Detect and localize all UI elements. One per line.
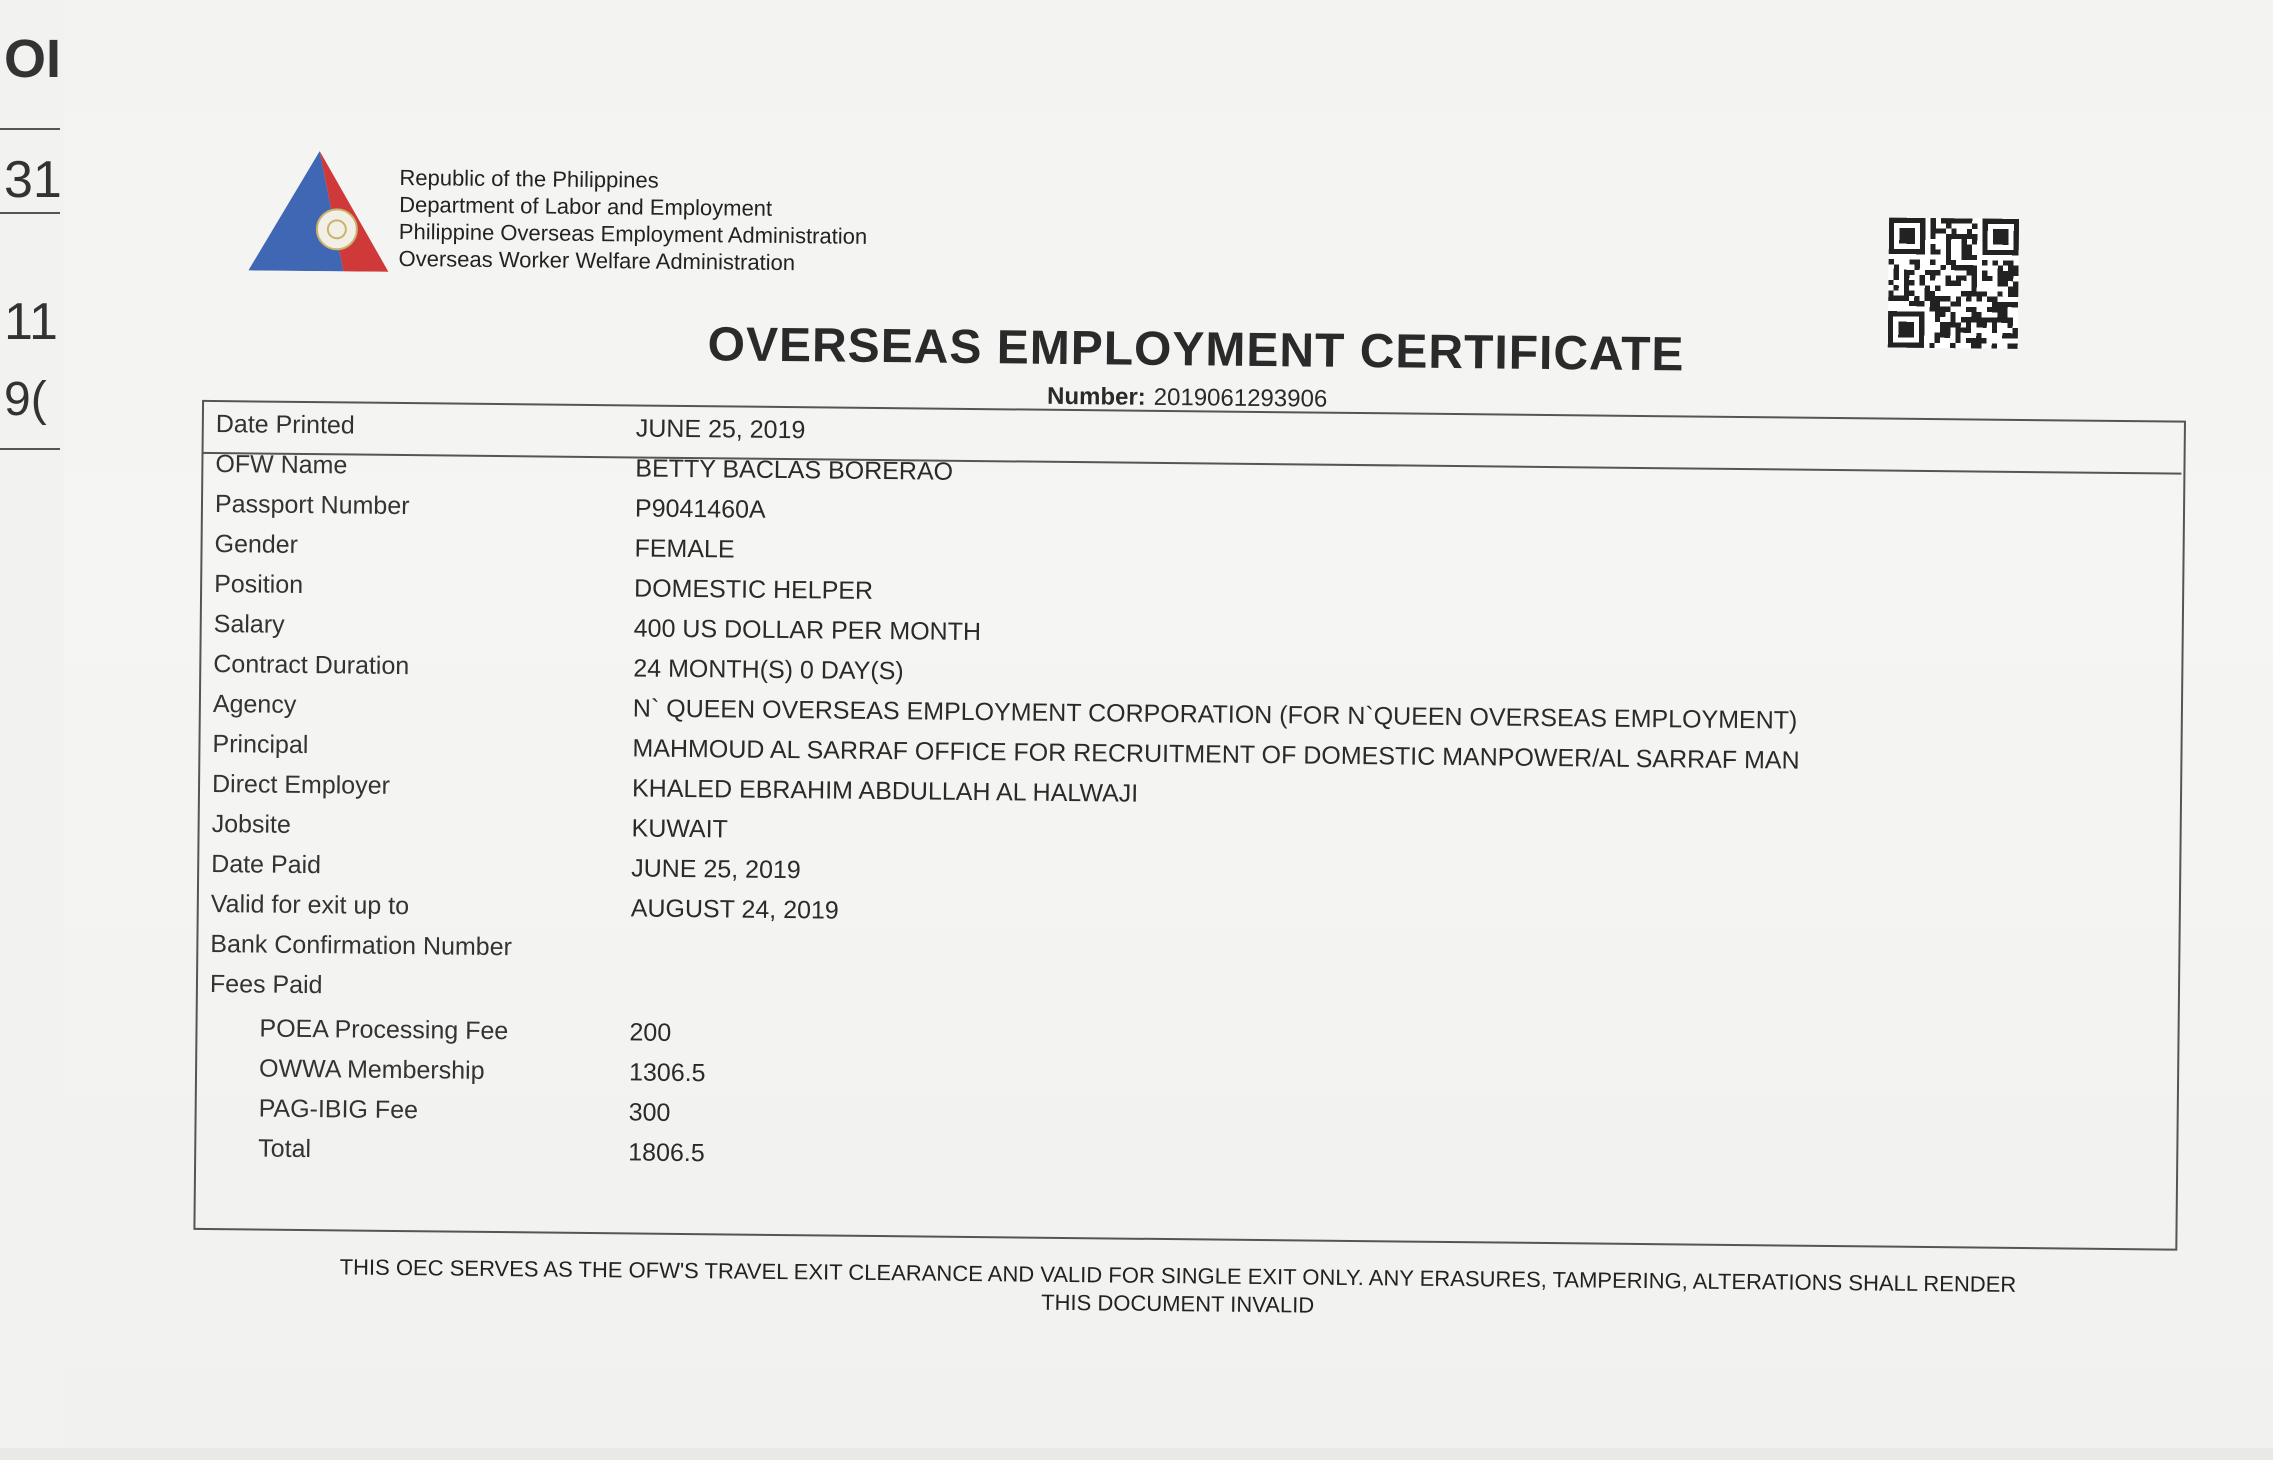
detail-label: Direct Employer <box>212 770 390 801</box>
divider <box>0 448 60 450</box>
detail-value: N` QUEEN OVERSEAS EMPLOYMENT CORPORATION (FOR N`QUEEN OVERSEAS EMPLOYMENT) <box>633 694 1798 735</box>
footer-line: THIS OEC SERVES AS THE OFW'S TRAVEL EXIT CLEARANCE AND VALID FOR SINGLE EXIT ONLY. ANY ERASURES, TAMPERING, ALTERATIONS SHALL RENDER <box>158 1251 2198 1300</box>
detail-value: JUNE 25, 2019 <box>631 854 801 885</box>
detail-label: Principal <box>212 730 308 760</box>
issuing-agencies <box>398 164 867 277</box>
detail-label: Contract Duration <box>213 650 409 681</box>
detail-label: Date Printed <box>216 410 355 440</box>
fee-label: POEA Processing Fee <box>259 1015 508 1047</box>
detail-value: JUNE 25, 2019 <box>636 414 806 445</box>
details-list <box>195 402 2184 1249</box>
fee-label: Total <box>258 1135 311 1165</box>
detail-label: OFW Name <box>215 450 347 480</box>
divider <box>0 212 60 214</box>
detail-label: Date Paid <box>211 850 321 880</box>
detail-label: Agency <box>213 690 297 720</box>
fee-value: 200 <box>629 1018 671 1047</box>
detail-value: FEMALE <box>634 534 734 564</box>
detail-value: P9041460A <box>635 494 766 524</box>
background-document-edge <box>0 0 66 1448</box>
fee-value: 1306.5 <box>629 1058 706 1088</box>
fee-value: 300 <box>628 1098 670 1127</box>
number-label: Number: <box>1047 383 1146 411</box>
detail-label: Jobsite <box>211 810 291 840</box>
detail-label: Fees Paid <box>210 970 323 1000</box>
detail-value: KUWAIT <box>631 814 728 844</box>
detail-label: Valid for exit up to <box>211 890 410 921</box>
detail-label: Position <box>214 570 303 600</box>
certificate-paper <box>64 0 2273 1448</box>
qr-code-icon <box>1888 218 2019 349</box>
detail-label: Gender <box>214 530 298 560</box>
fee-value: 1806.5 <box>628 1138 705 1168</box>
certificate-title: OVERSEAS EMPLOYMENT CERTIFICATE <box>707 317 1668 382</box>
background-fragment: 31 <box>4 150 62 210</box>
agency-line: Overseas Worker Welfare Administration <box>398 245 867 277</box>
fee-label: PAG-IBIG Fee <box>259 1095 419 1126</box>
number-value: 2019061293906 <box>1154 384 1328 413</box>
detail-label: Salary <box>214 610 285 640</box>
divider <box>0 128 60 130</box>
detail-value: KHALED EBRAHIM ABDULLAH AL HALWAJI <box>632 774 1138 808</box>
details-box <box>193 400 2186 1251</box>
detail-value: 24 MONTH(S) 0 DAY(S) <box>633 654 904 686</box>
agency-line: Philippine Overseas Employment Administration <box>399 218 868 250</box>
detail-value: BETTY BACLAS BORERAO <box>635 454 953 486</box>
detail-value: MAHMOUD AL SARRAF OFFICE FOR RECRUITMENT OF DOMESTIC MANPOWER/AL SARRAF MAN <box>632 734 1799 775</box>
footer-line: THIS DOCUMENT INVALID <box>158 1279 2198 1328</box>
agency-line: Republic of the Philippines <box>399 164 868 196</box>
footer-disclaimer <box>158 1251 2198 1328</box>
background-fragment: 11 <box>4 292 58 352</box>
detail-label: Passport Number <box>215 490 410 521</box>
detail-label: Bank Confirmation Number <box>210 930 512 962</box>
agency-line: Department of Labor and Employment <box>399 191 868 223</box>
detail-value: 400 US DOLLAR PER MONTH <box>634 614 982 647</box>
detail-value: DOMESTIC HELPER <box>634 574 873 606</box>
detail-value: AUGUST 24, 2019 <box>631 894 839 925</box>
background-fragment: OI <box>4 28 61 90</box>
certificate-sheet <box>56 0 2273 1460</box>
background-fragment: 9( <box>4 372 47 427</box>
fee-label: OWWA Membership <box>259 1055 485 1086</box>
